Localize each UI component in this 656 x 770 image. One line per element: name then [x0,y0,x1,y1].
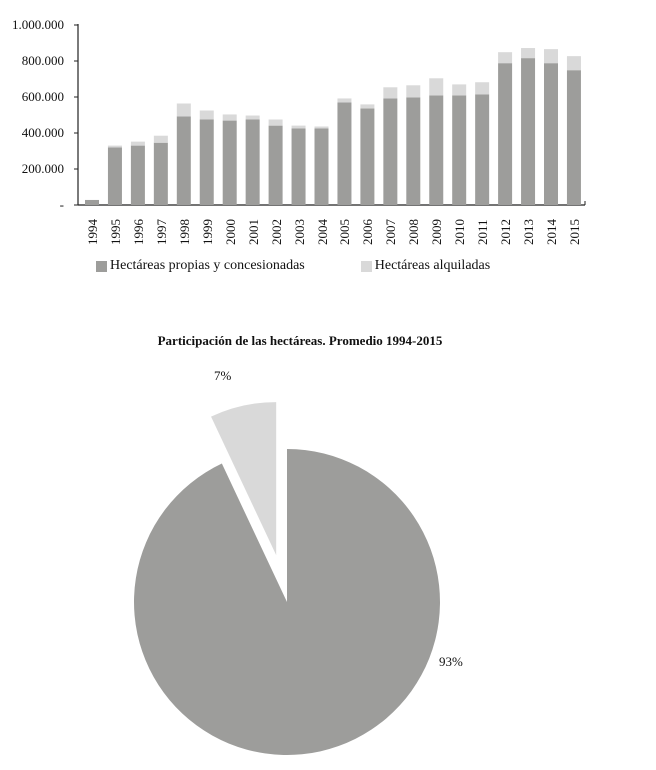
x-tick-label: 2003 [291,219,307,245]
bar-segment [383,98,397,205]
bar-segment [246,120,260,206]
x-tick-label: 2002 [268,219,284,245]
pie-chart [0,320,656,770]
x-tick-label: 2004 [314,219,330,245]
bar-segment [337,102,351,205]
x-tick-label: 2001 [245,219,261,245]
bar-segment [131,146,145,205]
x-tick-label: 2007 [383,219,399,245]
y-tick-label: 600.000 [21,89,64,104]
x-tick-label: 2010 [452,219,468,245]
legend-label-alquiladas: Hectáreas alquiladas [374,258,491,273]
bar-segment [315,127,329,129]
pie-label-small: 7% [214,368,232,383]
x-tick-label: 1999 [199,219,215,245]
y-tick-label: 400.000 [21,125,64,140]
legend-item-alquiladas [361,258,490,274]
x-tick-label: 2005 [337,219,353,245]
bar-segment [177,116,191,205]
x-tick-label: 2000 [222,219,238,245]
bar-segment [200,120,214,206]
bar-segment [544,49,558,63]
bar-segment [544,63,558,205]
x-tick-label: 2008 [406,219,422,245]
x-tick-label: 2011 [475,219,491,245]
y-tick-label: 1.000.000 [12,17,64,32]
pie-slice-propias [134,449,440,755]
x-tick-label: 2006 [360,219,376,245]
bar-segment [269,120,283,126]
x-tick-label: 2015 [566,219,582,245]
x-tick-label: 2013 [521,219,537,245]
x-tick-label: 1996 [130,219,146,245]
bar-segment [108,146,122,148]
pie-label-large: 93% [439,654,463,669]
bar-segment [406,97,420,205]
bar-segment [521,58,535,205]
legend-swatch-dark [96,261,107,272]
bar-segment [360,109,374,205]
bar-segment [452,95,466,205]
x-tick-label: 1995 [107,219,123,245]
bar-segment [567,56,581,70]
y-tick-label: - [59,197,64,212]
bar-segment [85,200,99,205]
bar-segment [406,85,420,97]
bar-series [85,48,581,205]
bar-segment [475,94,489,205]
bar-segment [223,114,237,120]
bar-segment [475,82,489,94]
bar-segment [177,103,191,116]
bar-segment [131,142,145,146]
bar-segment [269,126,283,205]
bar-segment [315,129,329,206]
bar-segment [383,87,397,98]
bar-segment [154,136,168,143]
x-tick-label: 2012 [498,219,514,245]
bar-segment [200,111,214,120]
bar-segment [452,84,466,95]
x-tick-label: 2009 [429,219,445,245]
bar-segment [567,70,581,205]
legend-label-propias: Hectáreas propias y concesionadas [110,258,305,273]
pie-title: Participación de las hectáreas. Promedio 1994-2015 [157,333,443,348]
stacked-bar-chart [0,0,656,290]
bar-segment [360,104,374,108]
bar-segment [498,63,512,205]
bar-segment [292,129,306,206]
bar-legend [96,258,490,274]
bar-segment [337,98,351,102]
bar-segment [498,52,512,63]
bar-segment [429,78,443,95]
bar-segment [246,116,260,120]
x-tick-label: 2014 [544,219,559,245]
legend-swatch-light [361,261,372,272]
x-tick-label: 1998 [176,219,192,245]
bar-segment [154,143,168,205]
bar-segment [223,121,237,205]
y-tick-label: 800.000 [21,53,64,68]
bar-segment [108,147,122,205]
bar-segment [429,95,443,205]
x-tick-label: 1994 [85,219,100,245]
bar-segment [292,126,306,129]
legend-item-propias [96,258,305,274]
y-tick-label: 200.000 [21,161,64,176]
x-tick-label: 1997 [153,219,169,245]
bar-segment [521,48,535,58]
